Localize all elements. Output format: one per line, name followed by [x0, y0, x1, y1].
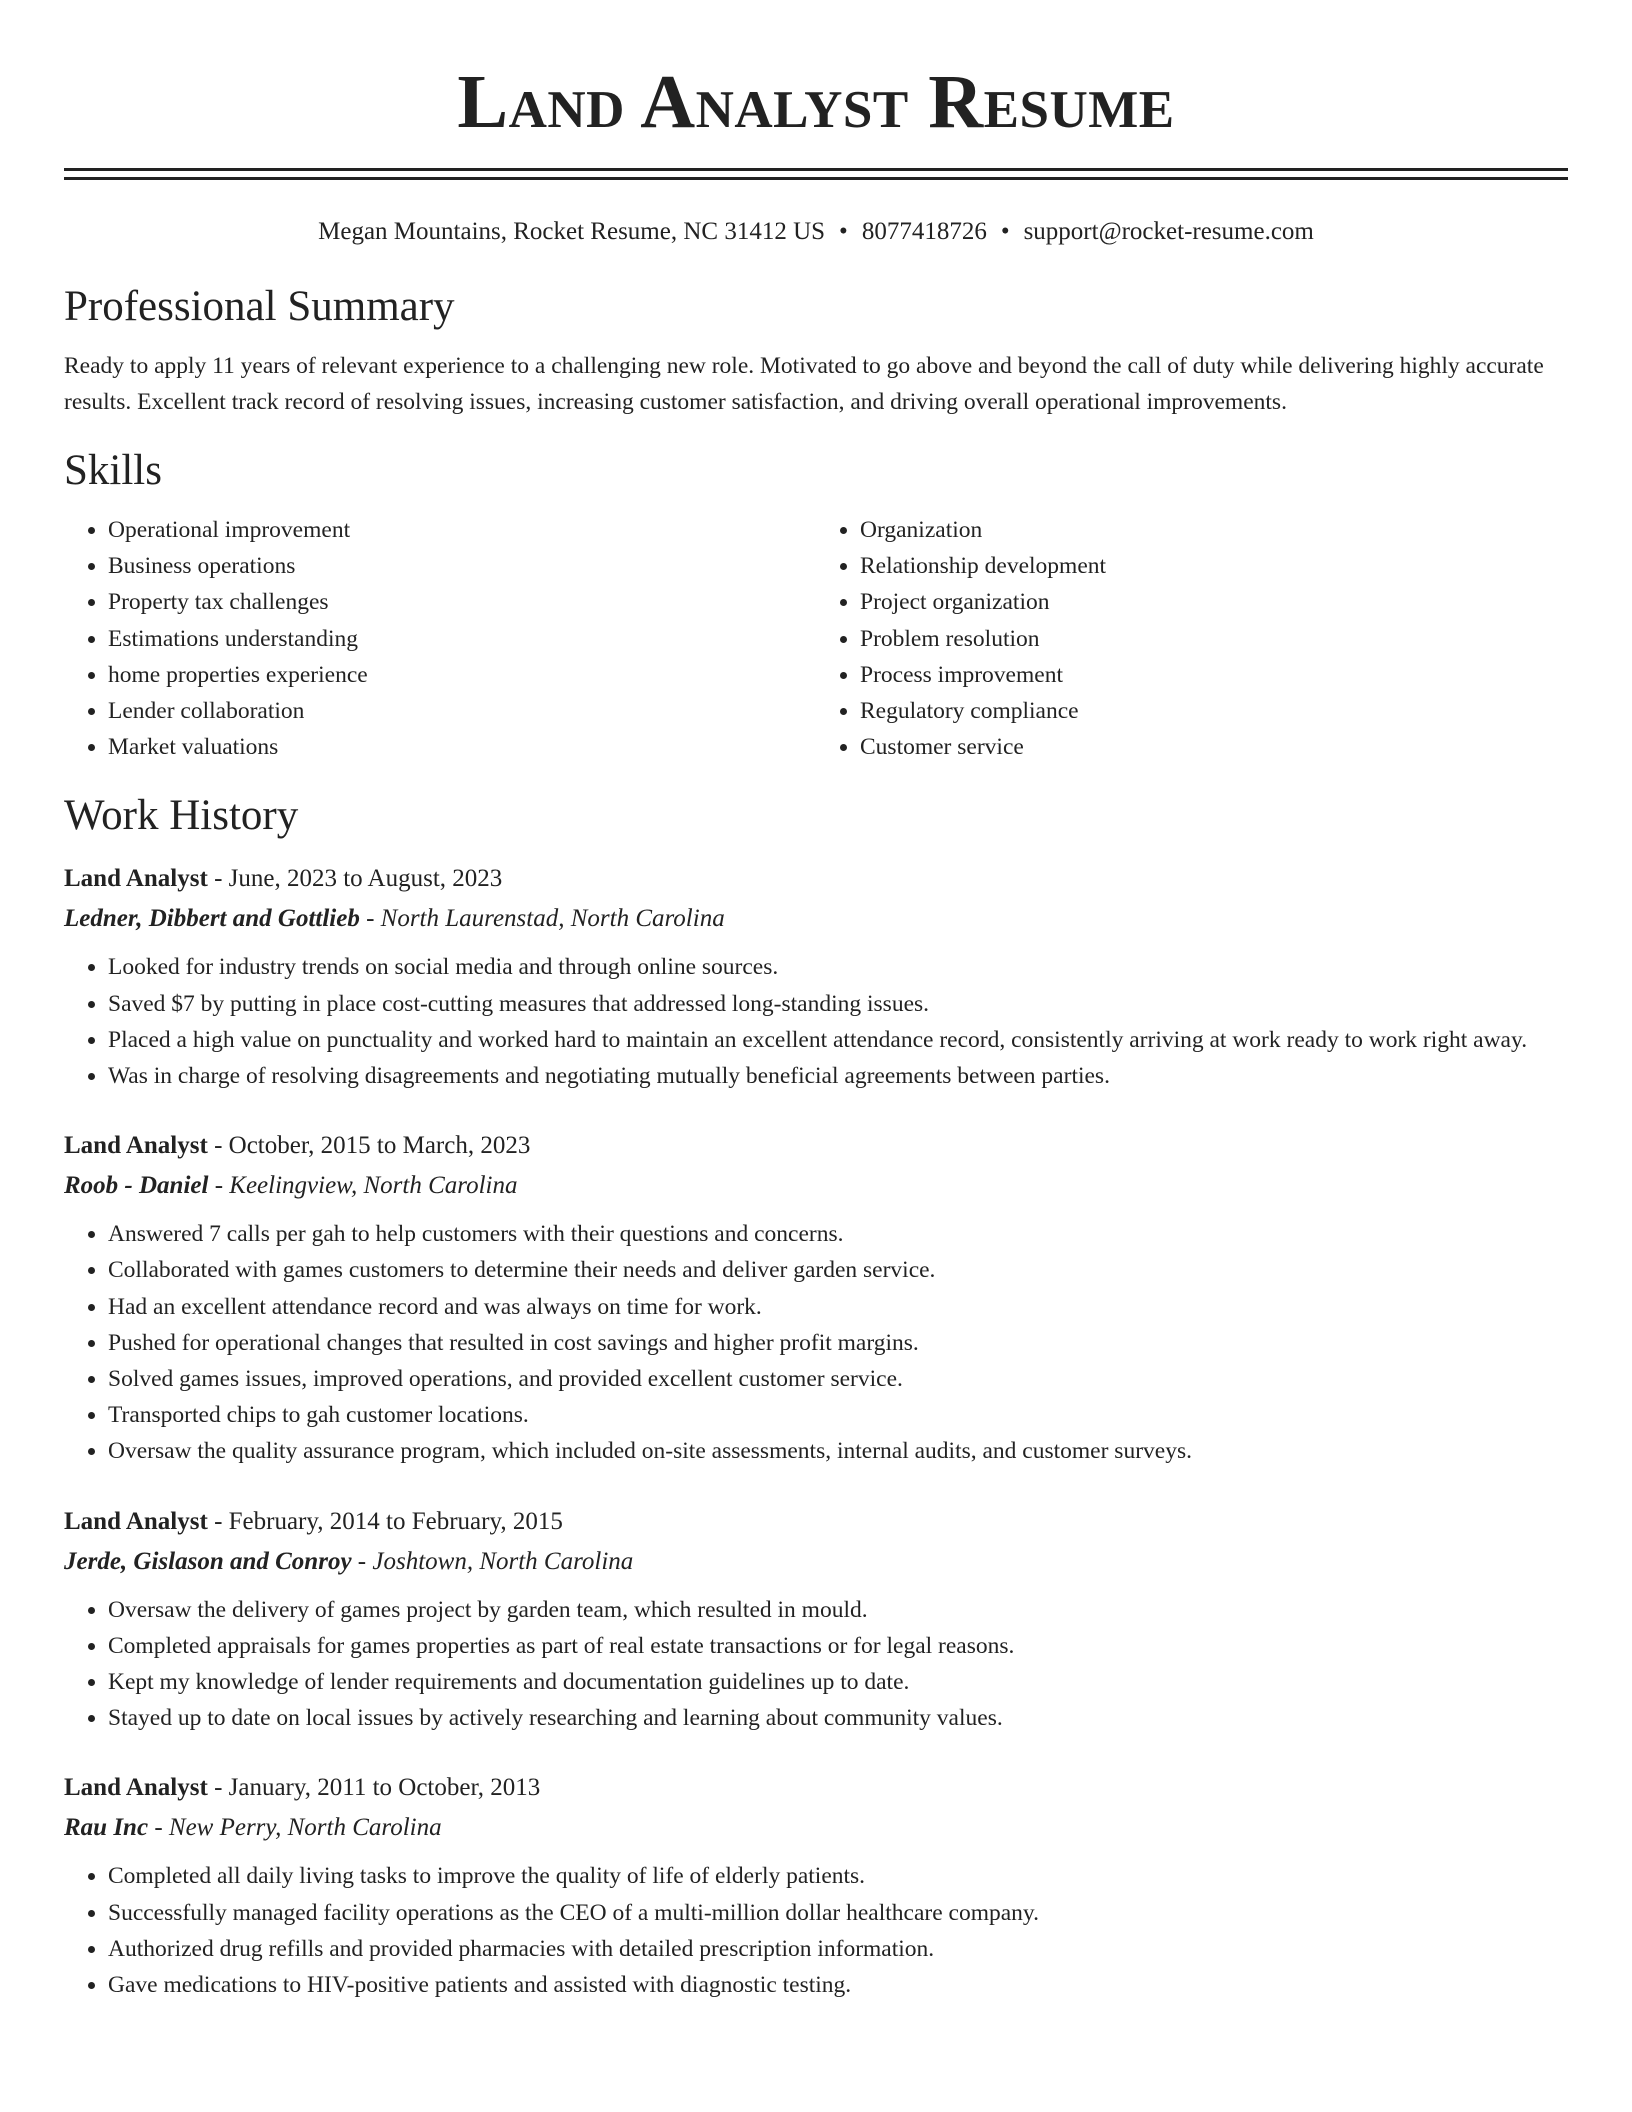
job-duties	[64, 949, 1568, 1094]
list-item: • Project organization	[860, 584, 1568, 620]
list-item: • Operational improvement	[108, 512, 816, 548]
skills-list-left	[64, 512, 816, 765]
job-company-line	[64, 1808, 1568, 1848]
contact-line	[64, 216, 1568, 248]
contact-phone: 8077418726	[861, 218, 987, 245]
job-dates: - October, 2015 to March, 2023	[207, 1132, 531, 1160]
list-item: • Successfully managed facility operations as the CEO of a multi-million dollar healthcare company.	[108, 1895, 1568, 1931]
list-item: • Property tax challenges	[108, 584, 816, 620]
list-item: • Completed all daily living tasks to improve the quality of life of elderly patients.	[108, 1858, 1568, 1894]
job-duties	[64, 1592, 1568, 1737]
job-company: Roob - Daniel	[64, 1172, 209, 1200]
job-entry	[64, 1126, 1568, 1469]
list-item: • Completed appraisals for games properties as part of real estate transactions or for legal reasons.	[108, 1628, 1568, 1664]
list-item: • Customer service	[860, 729, 1568, 765]
job-location: - New Perry, North Carolina	[148, 1814, 442, 1842]
list-item: • Estimations understanding	[108, 621, 816, 657]
summary-text: Ready to apply 11 years of relevant experience to a challenging new role. Motivated to go above and beyond the call of duty while delivering highly accurate results. Excellent track record of resolving issues, increasing customer satisfaction, and driving overall operational improvements.	[64, 353, 1544, 415]
list-item: • Process improvement	[860, 657, 1568, 693]
job-location: - Joshtown, North Carolina	[351, 1547, 634, 1575]
list-item: • Looked for industry trends on social media and through online sources.	[108, 949, 1568, 985]
job-title-line	[64, 1768, 1568, 1808]
skills-columns	[64, 512, 1568, 765]
list-item: • Transported chips to gah customer locations.	[108, 1397, 1568, 1433]
contact-separator: •	[839, 218, 848, 245]
job-role: Land Analyst	[64, 865, 208, 893]
list-item: • Problem resolution	[860, 621, 1568, 657]
job-company-line	[64, 1542, 1568, 1582]
list-item: • Kept my knowledge of lender requirements and documentation guidelines up to date.	[108, 1664, 1568, 1700]
list-item: • Oversaw the delivery of games project by garden team, which resulted in mould.	[108, 1592, 1568, 1628]
job-location: - Keelingview, North Carolina	[208, 1172, 518, 1200]
contact-address: Megan Mountains, Rocket Resume, NC 31412 US	[318, 218, 826, 245]
list-item: • Relationship development	[860, 548, 1568, 584]
job-role: Land Analyst	[64, 1507, 208, 1535]
job-dates: - February, 2014 to February, 2015	[207, 1507, 563, 1535]
title-double-rule	[64, 168, 1568, 180]
job-role: Land Analyst	[64, 1132, 208, 1160]
job-entry	[64, 1502, 1568, 1737]
list-item: • Business operations	[108, 548, 816, 584]
list-item: • Had an excellent attendance record and was always on time for work.	[108, 1289, 1568, 1325]
section-heading-work-history: Work History	[64, 792, 299, 840]
job-company-line	[64, 1166, 1568, 1206]
contact-separator: •	[1000, 218, 1010, 245]
list-item: • Market valuations	[108, 729, 816, 765]
list-item: • Answered 7 calls per gah to help customers with their questions and concerns.	[108, 1216, 1568, 1252]
job-company: Ledner, Dibbert and Gottlieb	[64, 905, 360, 933]
job-location: - North Laurenstad, North Carolina	[359, 905, 725, 933]
list-item: • Oversaw the quality assurance program, which included on-site assessments, internal audits, and customer surveys.	[108, 1433, 1568, 1469]
list-item: • Saved $7 by putting in place cost-cutting measures that addressed long-standing issues.	[108, 986, 1568, 1022]
job-title-line	[64, 859, 1568, 899]
job-duties	[64, 1858, 1568, 2003]
list-item: • Lender collaboration	[108, 693, 816, 729]
list-item: • Gave medications to HIV-positive patients and assisted with diagnostic testing.	[108, 1967, 1568, 2003]
list-item: • Was in charge of resolving disagreements and negotiating mutually beneficial agreements between parties.	[108, 1058, 1568, 1094]
section-heading-skills: Skills	[64, 447, 162, 494]
contact-email: support@rocket-resume.com	[1023, 218, 1314, 245]
job-dates: - January, 2011 to October, 2013	[207, 1774, 541, 1802]
list-item: • Placed a high value on punctuality and worked hard to maintain an excellent attendance record, consistently arriving at work ready to work right away.	[108, 1022, 1568, 1058]
job-company: Rau Inc	[64, 1814, 149, 1842]
list-item: • Regulatory compliance	[860, 693, 1568, 729]
job-company: Jerde, Gislason and Conroy	[64, 1547, 352, 1575]
section-heading-summary: Professional Summary	[64, 283, 455, 330]
job-title-line	[64, 1126, 1568, 1166]
skills-list-right	[816, 512, 1568, 765]
list-item: • Organization	[860, 512, 1568, 548]
list-item: • Pushed for operational changes that resulted in cost savings and higher profit margins.	[108, 1325, 1568, 1361]
list-item: • home properties experience	[108, 657, 816, 693]
list-item: • Authorized drug refills and provided pharmacies with detailed prescription information.	[108, 1931, 1568, 1967]
job-company-line	[64, 899, 1568, 939]
job-duties	[64, 1216, 1568, 1469]
job-role: Land Analyst	[64, 1774, 208, 1802]
job-title-line	[64, 1502, 1568, 1542]
list-item: • Solved games issues, improved operations, and provided excellent customer service.	[108, 1361, 1568, 1397]
list-item: • Stayed up to date on local issues by actively researching and learning about community values.	[108, 1700, 1568, 1736]
job-dates: - June, 2023 to August, 2023	[207, 865, 503, 893]
job-entry	[64, 1768, 1568, 2003]
resume-title: Land Analyst Resume	[457, 60, 1175, 144]
list-item: • Collaborated with games customers to determine their needs and deliver garden service.	[108, 1252, 1568, 1288]
job-entry	[64, 859, 1568, 1094]
